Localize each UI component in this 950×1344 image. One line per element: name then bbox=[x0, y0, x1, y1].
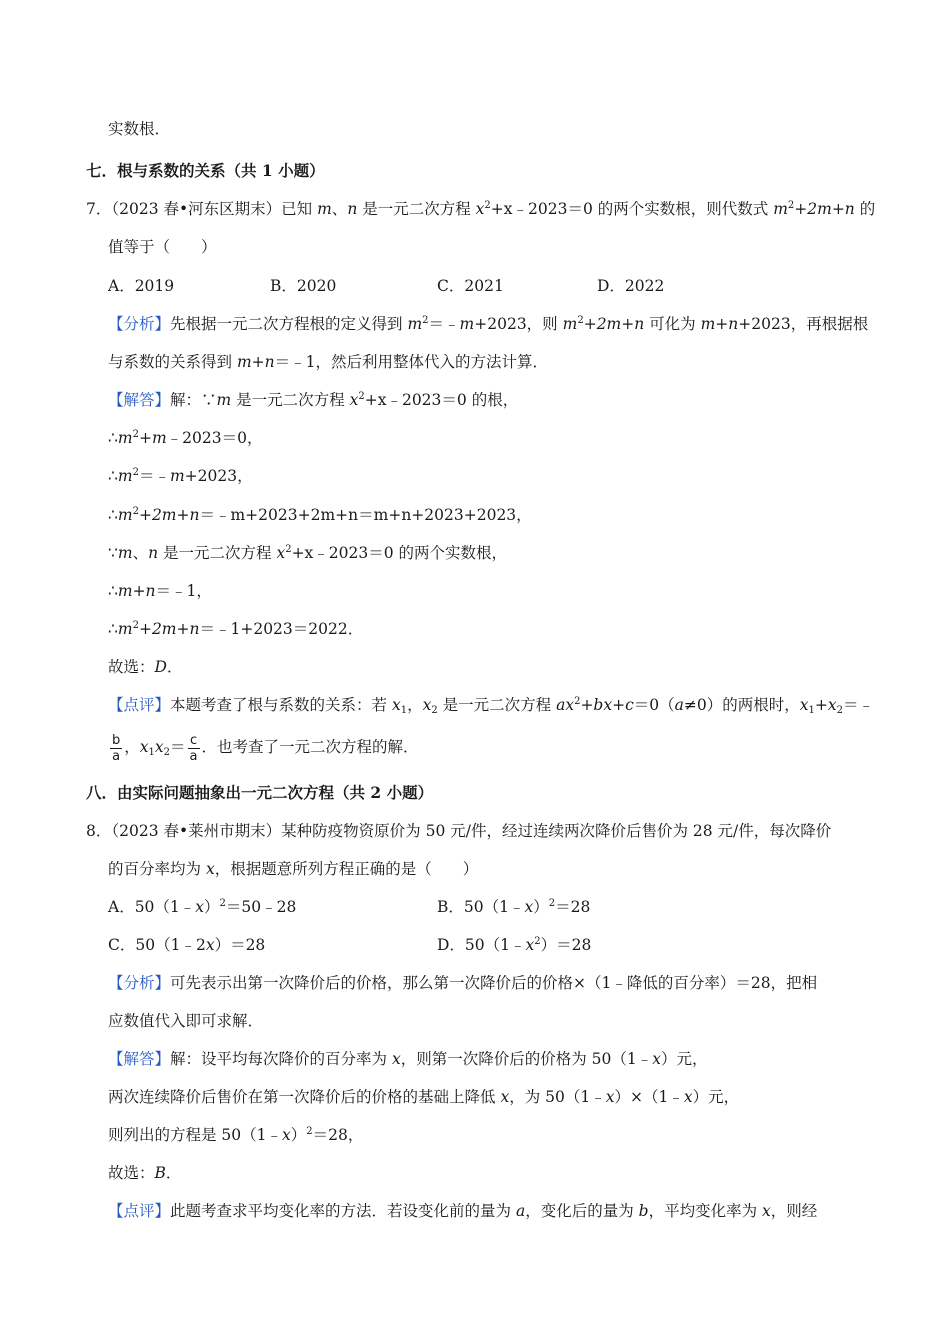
var: +2m bbox=[583, 315, 622, 333]
solution-7-step bbox=[108, 428, 262, 448]
comment-tag: 【点评】 bbox=[108, 696, 171, 714]
heading-text: 七．根与系数的关系（共 1 小题） bbox=[86, 161, 325, 180]
exp: 2 bbox=[132, 429, 139, 440]
text: 故选： bbox=[108, 1164, 155, 1182]
solution-8-step bbox=[108, 1125, 363, 1145]
text: 解：设平均每次降价的百分率为 bbox=[170, 1050, 392, 1068]
comment-tag: 【点评】 bbox=[108, 1202, 171, 1220]
text: ∵ bbox=[108, 544, 118, 562]
var: x bbox=[391, 696, 401, 714]
text: ）元， bbox=[660, 1050, 708, 1068]
text: ＝﹣m+2023+2m+n＝m+n+2023 bbox=[199, 506, 464, 524]
var: x bbox=[524, 898, 534, 916]
text: 应数值代入即可求解． bbox=[108, 1012, 264, 1030]
var: +2m bbox=[138, 620, 177, 638]
var: m bbox=[117, 620, 133, 638]
question-7-stem bbox=[86, 199, 875, 219]
text: ﹣2023＝0 的两个实数根，则代数式 bbox=[512, 200, 774, 218]
var: +bx+c bbox=[580, 696, 634, 714]
text: ） bbox=[204, 898, 220, 916]
solution-tag: 【解答】 bbox=[108, 1050, 171, 1068]
text: ＝﹣1， bbox=[155, 582, 212, 600]
analysis-8 bbox=[108, 973, 817, 993]
text: A．50（1﹣ bbox=[108, 898, 196, 916]
text: ，根据题意所列方程正确的是（ ） bbox=[214, 860, 479, 878]
text: ＝﹣1+2023＝2022． bbox=[199, 620, 364, 638]
denominator: a bbox=[112, 748, 121, 764]
text: 某种防疫物资原价为 50 元/件，经过连续两次降价后售价为 28 元/件，每次降价 bbox=[281, 822, 832, 840]
option-b bbox=[437, 897, 590, 917]
text: 可化为 bbox=[644, 315, 701, 333]
text: ）元， bbox=[692, 1088, 740, 1106]
text: ．也考查了一元二次方程的解． bbox=[201, 738, 419, 756]
therefore-symbol: ∴ bbox=[108, 620, 118, 638]
text: B．50（1﹣ bbox=[437, 898, 525, 916]
var: +x bbox=[814, 696, 837, 714]
text: +2023，则 bbox=[474, 315, 563, 333]
var: m bbox=[459, 315, 475, 333]
text: +2023，再根据根 bbox=[738, 315, 869, 333]
text: 解：∵ bbox=[170, 391, 217, 409]
text: 的百分率均为 bbox=[108, 860, 206, 878]
question-source: （2023 春•莱州市期末） bbox=[111, 822, 282, 840]
var: ax bbox=[556, 696, 575, 714]
therefore-symbol: ∴ bbox=[108, 429, 118, 447]
solution-tag: 【解答】 bbox=[108, 391, 171, 409]
question-number: 8． bbox=[86, 822, 112, 840]
exp: 2 bbox=[132, 506, 139, 517]
text: 此题考查求平均变化率的方法．若设变化前的量为 bbox=[170, 1202, 516, 1220]
heading-text: 八．由实际问题抽象出一元二次方程（共 2 小题） bbox=[86, 783, 434, 802]
solution-7-step bbox=[108, 619, 363, 639]
comment-7-cont bbox=[108, 730, 419, 764]
exp: 2 bbox=[422, 315, 429, 326]
option-text: B．2020 bbox=[270, 277, 337, 295]
solution-7-step bbox=[108, 505, 532, 525]
text: ＝0（ bbox=[633, 696, 675, 714]
therefore-symbol: ∴ bbox=[108, 467, 118, 485]
var: x bbox=[475, 200, 485, 218]
var: +n bbox=[176, 620, 200, 638]
var: x bbox=[282, 1126, 291, 1144]
solution-7 bbox=[108, 390, 518, 410]
text: +x bbox=[490, 200, 513, 218]
var: +n bbox=[831, 200, 855, 218]
exp: 2 bbox=[132, 620, 139, 631]
option-a bbox=[108, 276, 174, 296]
exp: 2 bbox=[219, 898, 226, 909]
solution-7-step bbox=[108, 581, 212, 601]
analysis-tag: 【分析】 bbox=[108, 315, 171, 333]
exp: 2 bbox=[358, 391, 365, 402]
var: m+n bbox=[700, 315, 739, 333]
answer-letter: D bbox=[154, 658, 167, 676]
text: +2023， bbox=[463, 506, 532, 524]
option-text: C．2021 bbox=[437, 277, 504, 295]
text: ）＝28 bbox=[214, 936, 266, 954]
question-7-stem-cont bbox=[108, 237, 217, 257]
var: m bbox=[407, 315, 423, 333]
text: 与系数的关系得到 bbox=[108, 353, 237, 371]
text: +x bbox=[364, 391, 387, 409]
exp: 2 bbox=[484, 200, 491, 211]
denominator: a bbox=[189, 748, 198, 764]
text: 实数根． bbox=[108, 120, 171, 138]
sub: 1 bbox=[400, 705, 408, 716]
text: ≠0）的两根时， bbox=[683, 696, 800, 714]
sub: 2 bbox=[836, 705, 843, 716]
var: x bbox=[349, 391, 359, 409]
answer-letter: B bbox=[154, 1164, 166, 1182]
option-b bbox=[270, 276, 336, 296]
answer-7 bbox=[108, 657, 182, 677]
var: x bbox=[195, 898, 205, 916]
text: ＝50﹣28 bbox=[225, 898, 297, 916]
exp: 2 bbox=[548, 898, 556, 909]
text: 是一元二次方程 bbox=[357, 200, 476, 218]
text: ，则第一次降价后的价格为 50（1﹣ bbox=[400, 1050, 653, 1068]
var: x bbox=[799, 696, 809, 714]
var: x bbox=[605, 1088, 615, 1106]
text: 值等于（ ） bbox=[108, 238, 217, 256]
text: C．50（1﹣2 bbox=[108, 936, 206, 954]
text: ，为 50（1﹣ bbox=[509, 1088, 606, 1106]
text: ，平均变化率为 bbox=[648, 1202, 763, 1220]
var: x bbox=[139, 738, 149, 756]
analysis-tag: 【分析】 bbox=[108, 974, 171, 992]
exp: 2 bbox=[787, 200, 795, 211]
text: ﹣2023＝0， bbox=[166, 429, 263, 447]
fraction-b-over-a bbox=[110, 733, 122, 764]
sub: 1 bbox=[148, 747, 155, 758]
var: +m bbox=[138, 429, 167, 447]
var: n bbox=[148, 544, 159, 562]
var: m bbox=[773, 200, 788, 218]
numerator: b bbox=[112, 732, 121, 748]
option-text: A．2019 bbox=[108, 277, 175, 295]
question-8-stem bbox=[86, 821, 831, 841]
text: ）＝28 bbox=[540, 936, 592, 954]
text: ＝﹣1，然后利用整体代入的方法计算． bbox=[274, 353, 548, 371]
text: 、 bbox=[132, 544, 149, 562]
text: 本题考查了根与系数的关系：若 bbox=[170, 696, 392, 714]
text: 则列出的方程是 50（1﹣ bbox=[108, 1126, 283, 1144]
var: +2m bbox=[138, 506, 177, 524]
var: +n bbox=[621, 315, 645, 333]
text: ）×（1﹣ bbox=[614, 1088, 684, 1106]
text: ＝28， bbox=[312, 1126, 364, 1144]
exp: 2 bbox=[534, 936, 541, 947]
var: n bbox=[347, 200, 358, 218]
var: x bbox=[205, 860, 215, 878]
sub: 1 bbox=[808, 705, 815, 716]
text: +2023， bbox=[184, 467, 253, 485]
question-source: （2023 春•河东区期末） bbox=[111, 200, 282, 218]
var: m bbox=[117, 429, 133, 447]
text: ） bbox=[533, 898, 549, 916]
exp: 2 bbox=[574, 696, 581, 707]
section-heading bbox=[86, 161, 325, 181]
option-c bbox=[437, 276, 504, 296]
text: ﹣2023＝0 的根， bbox=[386, 391, 519, 409]
text: 的 bbox=[854, 200, 876, 218]
analysis-7-cont bbox=[108, 352, 548, 372]
text: ＝ bbox=[170, 738, 186, 756]
option-text: D．2022 bbox=[597, 277, 665, 295]
var: x bbox=[683, 1088, 693, 1106]
text: +x bbox=[291, 544, 314, 562]
exp: 2 bbox=[285, 544, 292, 555]
text: 是一元二次方程 bbox=[231, 391, 350, 409]
text: 两次连续降价后售价在第一次降价后的价格的基础上降低 bbox=[108, 1088, 501, 1106]
text: 是一元二次方程 bbox=[158, 544, 277, 562]
comment-8 bbox=[108, 1201, 817, 1221]
fraction-c-over-a bbox=[188, 733, 200, 764]
text: ． bbox=[166, 658, 183, 676]
text: 先根据一元二次方程根的定义得到 bbox=[170, 315, 408, 333]
text: ﹣2023＝0 的两个实数根， bbox=[313, 544, 508, 562]
text: 、 bbox=[331, 200, 348, 218]
var: a bbox=[674, 696, 684, 714]
var: m bbox=[117, 467, 133, 485]
var: +n bbox=[176, 506, 200, 524]
analysis-7 bbox=[108, 314, 868, 334]
var: +2m bbox=[794, 200, 832, 218]
var: x bbox=[500, 1088, 510, 1106]
answer-8 bbox=[108, 1163, 181, 1183]
var: m bbox=[317, 200, 332, 218]
option-a bbox=[108, 897, 296, 917]
comment-7 bbox=[108, 695, 874, 715]
var: x bbox=[276, 544, 286, 562]
var: x bbox=[154, 738, 164, 756]
numerator: c bbox=[188, 733, 200, 749]
var: x bbox=[525, 936, 535, 954]
var: x bbox=[205, 936, 215, 954]
section-heading bbox=[86, 783, 433, 803]
sub: 2 bbox=[163, 747, 171, 758]
var: x bbox=[762, 1202, 771, 1220]
text: 故选： bbox=[108, 658, 155, 676]
option-d bbox=[437, 935, 591, 955]
text: ＝28 bbox=[555, 898, 591, 916]
text: 已知 bbox=[281, 200, 318, 218]
var: m bbox=[216, 391, 232, 409]
text: ＝﹣ bbox=[138, 467, 170, 485]
text: ． bbox=[165, 1164, 182, 1182]
solution-7-step bbox=[108, 543, 507, 563]
option-d bbox=[597, 276, 664, 296]
var: x bbox=[652, 1050, 661, 1068]
var: m bbox=[562, 315, 578, 333]
question-8-stem-cont bbox=[108, 859, 478, 879]
var: m+n bbox=[117, 582, 156, 600]
text: 可先表示出第一次降价后的价格，那么第一次降价后的价格×（1﹣降低的百分率）＝28，把相 bbox=[170, 974, 818, 992]
exp: 2 bbox=[577, 315, 584, 326]
analysis-8-cont bbox=[108, 1011, 263, 1031]
exp: 2 bbox=[306, 1126, 313, 1137]
text: ，则经 bbox=[770, 1202, 818, 1220]
var: a bbox=[515, 1202, 526, 1220]
var: m bbox=[117, 506, 133, 524]
var: x bbox=[422, 696, 432, 714]
text-line bbox=[108, 119, 170, 139]
text: D．50（1﹣ bbox=[437, 936, 526, 954]
option-c bbox=[108, 935, 265, 955]
text: ＝﹣ bbox=[842, 696, 874, 714]
therefore-symbol: ∴ bbox=[108, 582, 118, 600]
text: ， bbox=[124, 738, 140, 756]
text: ，变化后的量为 bbox=[525, 1202, 639, 1220]
var: b bbox=[638, 1202, 649, 1220]
question-number: 7． bbox=[86, 200, 112, 218]
solution-8-step bbox=[108, 1087, 739, 1107]
solution-8 bbox=[108, 1049, 707, 1069]
sub: 2 bbox=[431, 705, 438, 716]
exp: 2 bbox=[132, 467, 139, 478]
text: ， bbox=[407, 696, 423, 714]
var: m bbox=[169, 467, 185, 485]
therefore-symbol: ∴ bbox=[108, 506, 118, 524]
text: ＝﹣ bbox=[428, 315, 460, 333]
var: m bbox=[117, 544, 133, 562]
var: x bbox=[391, 1050, 401, 1068]
text: 是一元二次方程 bbox=[437, 696, 557, 714]
solution-7-step bbox=[108, 466, 253, 486]
text: ） bbox=[290, 1126, 307, 1144]
var: m+n bbox=[236, 353, 275, 371]
